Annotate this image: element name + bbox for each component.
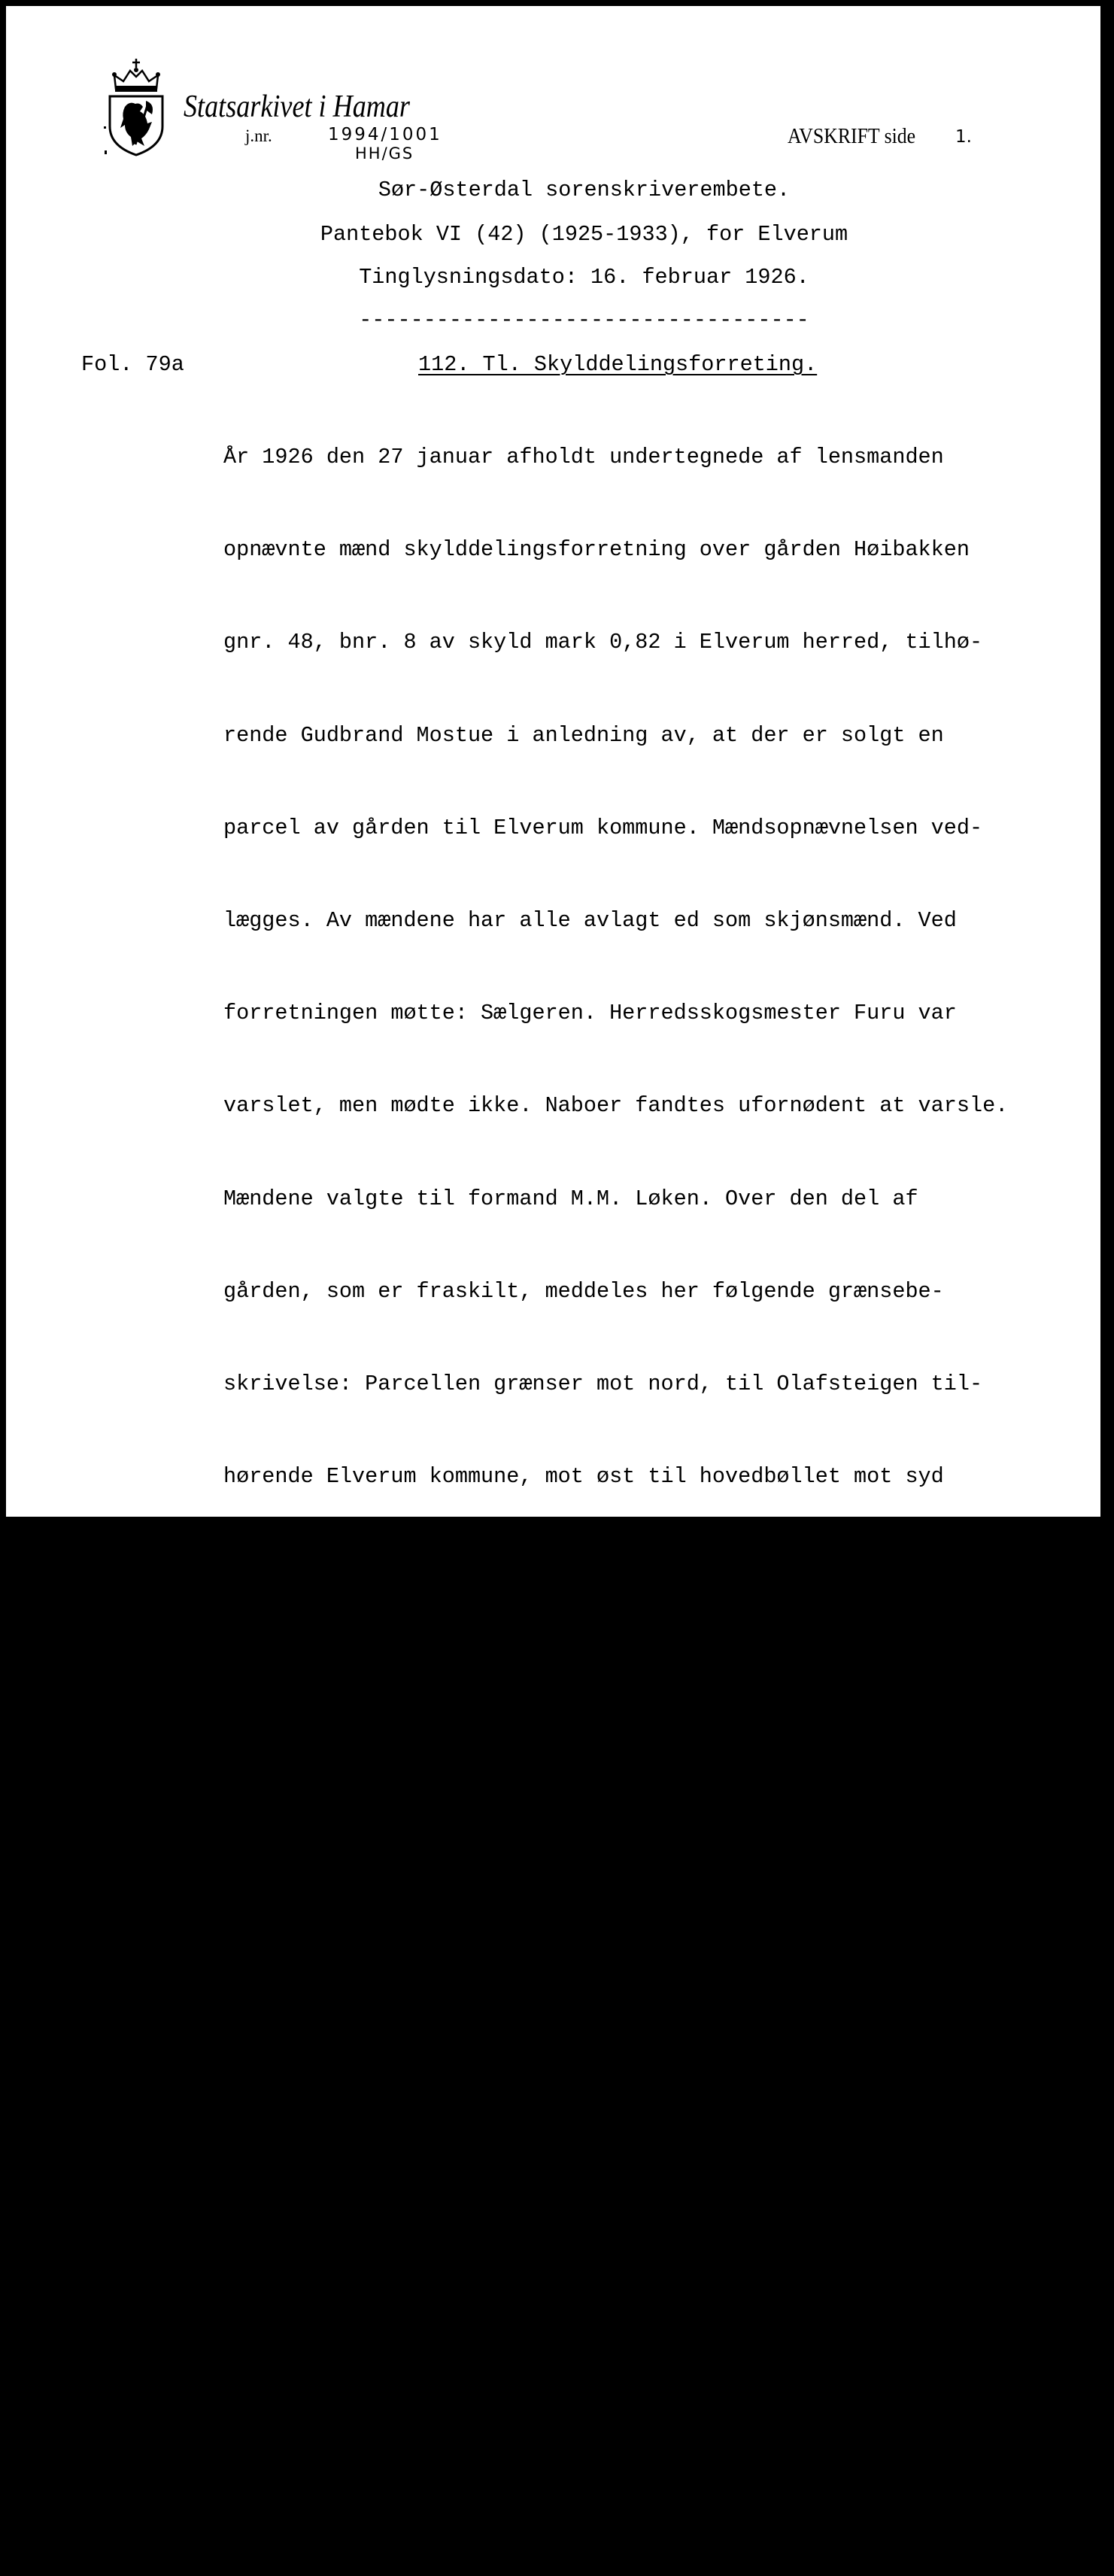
body-line: 1. Omfatter den eiendom, som deles jordbruk med skog ? Ja.: [223, 1742, 970, 1767]
document-body: [223, 395, 1008, 2576]
body-line: gnr. 48, bnr. 8 av skyld mark 0,82 i Elverum herred, tilhø-: [223, 630, 983, 655]
document-page: [6, 6, 1100, 2509]
body-line: gården, som er fraskilt, meddeles her følgende grænsebe-: [223, 1278, 944, 1304]
body-line: lægges. Av mændene har alle avlagt ed som skjønsmænd. Ved: [223, 907, 957, 933]
body-line: rende Gudbrand Mostue i anledning av, at der er solgt en: [223, 722, 944, 748]
register-heading: Pantebok VI (42) (1925-1933), for Elverum: [320, 222, 848, 247]
folio-reference: Fol. 79a: [81, 352, 184, 377]
body-line: 7. Eller deles eiendommen i henhold til § 14 i lov om odels-: [223, 2205, 996, 2231]
body-line: samtykket i, at av utmarken - kan benyttes i fællesskap av -: [223, 2483, 996, 2509]
copy-label: AVSKRIFT side: [788, 125, 916, 148]
body-line: 3. Omfatter den eiendom, som deles, jordbruk med fjeldstræk-: [223, 2020, 996, 2046]
separator-line: -----------------------------------: [359, 308, 809, 333]
body-line: det ved delingen nyt fællesskap ikke er stiftet. Dog har vi: [223, 2390, 983, 2416]
body-line: 2. Får hvert av de ved delingen fremkomne jordbruk den til: [223, 1834, 970, 1860]
norwegian-coat-of-arms-icon: [102, 57, 170, 159]
body-line: skrivelse: Parcellen grænser mot nord, til Olafsteigen til-: [223, 1371, 983, 1396]
page-number: 1.: [955, 127, 972, 147]
entry-title: 112. Tl. Skylddelingsforreting.: [418, 352, 818, 377]
body-line: hørende Elverum kommune, mot øst til hovedbøllet mot syd: [223, 1464, 944, 1490]
registration-date: Tinglysningsdato: 16. februar 1926.: [359, 265, 809, 290]
body-line: og aasædesretten av 26 juni 1821 ? Nei. Det bevidnes: a) At: [223, 2298, 983, 2323]
body-line: forretningen møtte: Sælgeren. Herredsskogsmester Furu var: [223, 1001, 957, 1026]
journal-number: 1994/1001: [328, 125, 442, 144]
body-line: alle sider av tydelige skogslinier og nedsatte mærkestene: [223, 1649, 957, 1675]
body-line: ning, herunder fjeldvand, eller bækker ? Nei.: [223, 2113, 803, 2138]
body-line: varslet, men mødte ikke. Naboer fandtes ufornødent at varsle.: [223, 1093, 1009, 1119]
body-line: husbehov og gårdsfornødenhet nødvendige skog ? Ja.: [223, 1927, 867, 1952]
body-line: Mændene valgte til formand M.M. Løken. Over den del af: [223, 1186, 918, 1211]
body-line: parcel av gården til Elverum kommune. Mændsopnævnelsen ved-: [223, 815, 983, 840]
archive-name: Statsarkivet i Hamar: [184, 90, 410, 124]
body-line: År 1926 den 27 januar afholdt undertegnede af lensmanden: [223, 445, 944, 469]
journal-number-label: j.nr.: [245, 126, 272, 145]
office-heading: Sør-Østerdal sorenskriverembete.: [378, 178, 791, 202]
transcriber-initials: HH/GS: [355, 144, 414, 163]
body-line: Helseth skog og mot vest Helseth jorde. Grænsen dannes til: [223, 1557, 970, 1582]
body-line: opnævnte mænd skylddelingsforretning over gården Høibakken: [223, 537, 970, 563]
